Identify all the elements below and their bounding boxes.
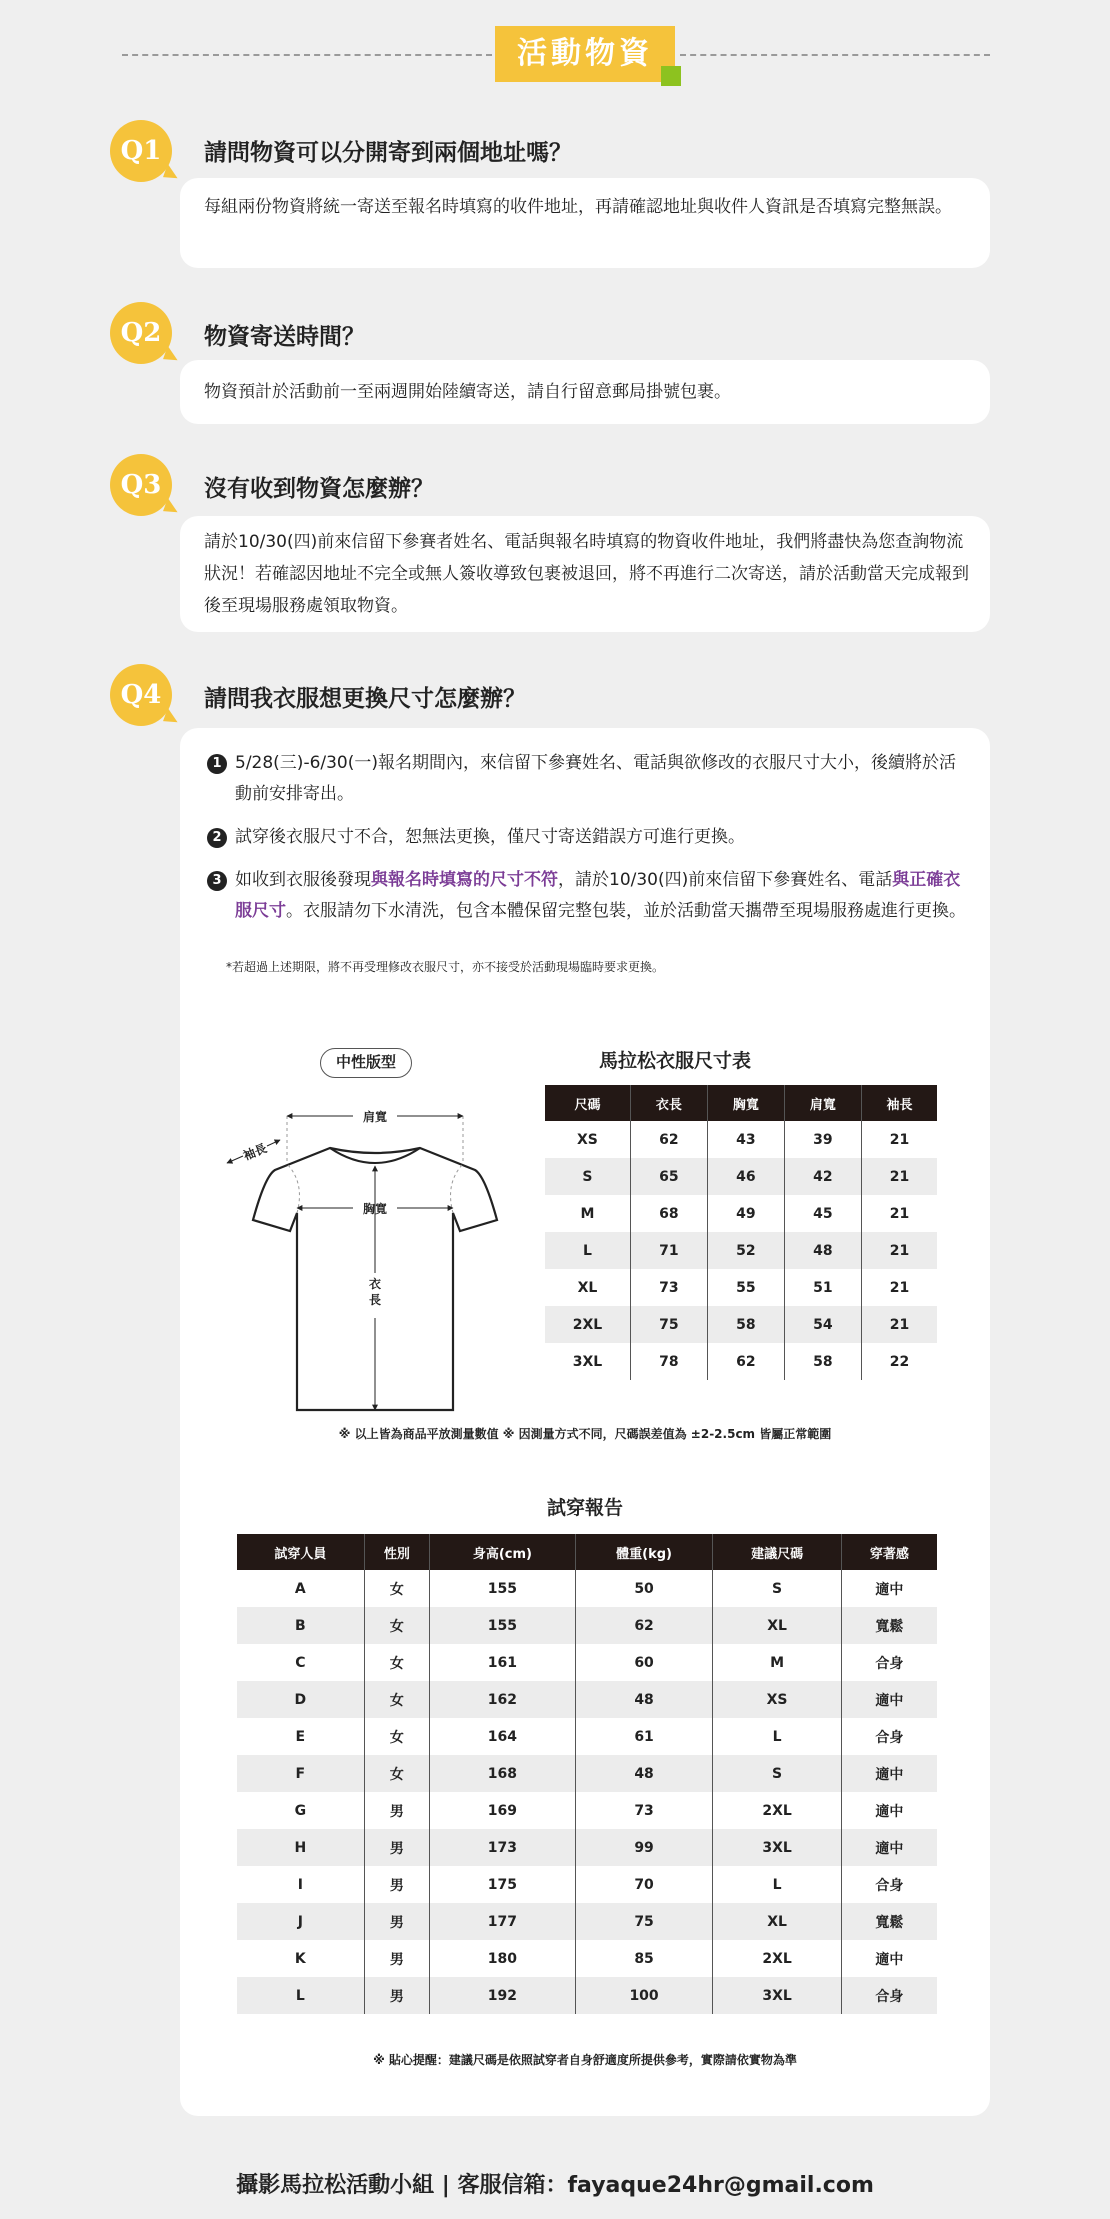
table-cell: 192 <box>430 1977 576 2014</box>
table-cell: 適中 <box>841 1570 937 1607</box>
table-cell: 71 <box>630 1232 707 1269</box>
highlight-text: 與報名時填寫的尺寸不符 <box>371 870 558 890</box>
chest-label: 胸寬 <box>362 1202 388 1216</box>
q4-answer-card <box>180 728 990 2116</box>
table-cell: 61 <box>575 1718 713 1755</box>
table-cell: 180 <box>430 1940 576 1977</box>
trial-table-row <box>237 1570 937 1607</box>
table-cell: 75 <box>630 1306 707 1343</box>
size-chart-title: 馬拉松衣服尺寸表 <box>598 1050 751 1072</box>
table-cell: 99 <box>575 1829 713 1866</box>
sleeve-label: 袖長 <box>241 1141 269 1163</box>
table-cell: 39 <box>784 1121 861 1158</box>
table-cell: 適中 <box>841 1829 937 1866</box>
trial-table-row <box>237 1940 937 1977</box>
q4-badge: Q4 <box>110 664 172 726</box>
table-cell: 合身 <box>841 1644 937 1681</box>
table-cell: 寬鬆 <box>841 1903 937 1940</box>
number-badge: 2 <box>207 828 227 848</box>
table-cell: B <box>237 1607 364 1644</box>
highlight-text: 與正確衣服尺寸 <box>235 870 961 921</box>
fit-label: 中性版型 <box>320 1048 412 1078</box>
length-label-char-1: 衣 <box>368 1277 382 1291</box>
trial-footnote: ※ 貼心提醒：建議尺碼是依照試穿者自身舒適度所提供參考，實際請依實物為準 <box>373 2053 797 2067</box>
q3-badge: Q3 <box>110 454 172 516</box>
table-cell: 45 <box>784 1195 861 1232</box>
size-table-row <box>545 1306 937 1343</box>
q3-answer-card <box>180 516 990 632</box>
trial-table-row <box>237 1977 937 2014</box>
table-cell: L <box>545 1232 630 1269</box>
q1-title: 請問物資可以分開寄到兩個地址嗎？ <box>204 140 572 166</box>
table-cell: 2XL <box>545 1306 630 1343</box>
number-badge: 1 <box>207 754 227 774</box>
table-cell: 男 <box>364 1866 429 1903</box>
table-cell: F <box>237 1755 364 1792</box>
trial-table-body <box>237 1570 937 2014</box>
table-cell: 合身 <box>841 1866 937 1903</box>
trial-table-row <box>237 1607 937 1644</box>
table-cell: 73 <box>575 1792 713 1829</box>
trial-table-header-row <box>237 1534 937 1570</box>
table-cell: 男 <box>364 1903 429 1940</box>
shoulder-label: 肩寬 <box>362 1110 388 1124</box>
header-dashed-line-left <box>122 54 492 56</box>
size-table-row <box>545 1158 937 1195</box>
trial-col-header: 穿著感 <box>841 1534 937 1570</box>
size-table-row <box>545 1269 937 1306</box>
table-cell: 164 <box>430 1718 576 1755</box>
table-cell: S <box>713 1755 841 1792</box>
table-cell: 85 <box>575 1940 713 1977</box>
size-footnote: ※ 以上皆為商品平放測量數值 ※ 因測量方式不同，尺碼誤差值為 ±2-2.5cm 皆屬正常範圍 <box>338 1427 832 1441</box>
table-cell: G <box>294 1802 307 1819</box>
table-cell: L <box>713 1718 841 1755</box>
trial-table <box>237 1534 937 2014</box>
table-cell: 49 <box>707 1195 784 1232</box>
q2-answer: 物資預計於活動前一至兩週開始陸續寄送，請自行留意郵局掛號包裹。 <box>204 382 731 402</box>
q2-title: 物資寄送時間？ <box>204 324 365 350</box>
table-cell: 51 <box>784 1269 861 1306</box>
header-accent-square <box>661 66 681 86</box>
table-cell: XL <box>713 1903 841 1940</box>
table-cell: 22 <box>861 1343 937 1380</box>
table-cell: 21 <box>861 1306 937 1343</box>
trial-table-row <box>237 1718 937 1755</box>
footer-contact: 攝影馬拉松活動小組 | 客服信箱：fayaque24hr@gmail.com <box>236 2173 874 2198</box>
table-cell: M <box>713 1644 841 1681</box>
table-cell: S <box>545 1158 630 1195</box>
table-cell: D <box>237 1681 364 1718</box>
table-cell: H <box>237 1829 364 1866</box>
table-cell: 21 <box>861 1195 937 1232</box>
table-cell: 3XL <box>713 1977 841 2014</box>
table-cell: J <box>237 1903 364 1940</box>
size-table-row <box>545 1343 937 1380</box>
size-table-body <box>545 1121 937 1380</box>
table-cell: 175 <box>430 1866 576 1903</box>
q1-answer: 每組兩份物資將統一寄送至報名時填寫的收件地址，再請確認地址與收件人資訊是否填寫完整無誤。 <box>204 197 952 217</box>
table-cell: 3XL <box>572 1353 603 1370</box>
table-cell: 21 <box>861 1269 937 1306</box>
size-table-header-row <box>545 1085 937 1121</box>
trial-report-title: 試穿報告 <box>546 1497 623 1519</box>
table-cell: 161 <box>430 1644 576 1681</box>
table-cell: 169 <box>430 1792 576 1829</box>
q3-title: 沒有收到物資怎麼辦？ <box>204 476 434 502</box>
table-cell: 50 <box>575 1570 713 1607</box>
table-cell: 68 <box>630 1195 707 1232</box>
tshirt-diagram <box>225 1098 525 1428</box>
q4-item <box>207 748 967 810</box>
table-cell: 適中 <box>841 1681 937 1718</box>
q3-answer: 請於10/30(四)前來信留下參賽者姓名、電話與報名時填寫的物資收件地址，我們將盡快為您查詢物流狀況！若確認因地址不完全或無人簽收導致包裹被退回，將不再進行二次寄送，請於活動當天完成報到後至現場服務處領取物資。 <box>204 532 969 616</box>
table-cell: 48 <box>575 1681 713 1718</box>
table-cell: 男 <box>364 1977 429 2014</box>
q2-badge: Q2 <box>110 302 172 364</box>
table-cell: 75 <box>575 1903 713 1940</box>
table-cell: 42 <box>784 1158 861 1195</box>
number-badge: 3 <box>207 871 227 891</box>
table-cell: 適中 <box>841 1792 937 1829</box>
table-cell: 62 <box>575 1607 713 1644</box>
table-cell: 78 <box>630 1343 707 1380</box>
table-cell: 3XL <box>713 1829 841 1866</box>
q4-item <box>207 865 967 927</box>
q1-badge: Q1 <box>110 120 172 182</box>
table-cell: 男 <box>364 1940 429 1977</box>
table-cell: 2XL <box>713 1792 841 1829</box>
table-cell: 女 <box>364 1718 429 1755</box>
q4-item-text: 5/28(三)-6/30(一)報名期間內，來信留下參賽姓名、電話與欲修改的衣服尺寸大小，後續將於活動前安排寄出。 <box>235 753 957 804</box>
trial-col-header: 試穿人員 <box>237 1534 364 1570</box>
section-header <box>0 26 1110 86</box>
q4-item-text-mid: ，請於10/30(四)前來信留下參賽姓名、電話 <box>558 870 893 890</box>
q1-answer-card <box>180 178 990 268</box>
table-cell: 女 <box>364 1681 429 1718</box>
trial-col-header: 體重(kg) <box>575 1534 713 1570</box>
table-cell: 54 <box>784 1306 861 1343</box>
trial-table-row <box>237 1792 937 1829</box>
size-col-header: 尺碼 <box>545 1085 630 1121</box>
trial-table-row <box>237 1866 937 1903</box>
table-cell: 62 <box>707 1343 784 1380</box>
table-cell: 60 <box>575 1644 713 1681</box>
table-cell: A <box>294 1580 306 1597</box>
q4-item-text: 試穿後衣服尺寸不合，恕無法更換，僅尺寸寄送錯誤方可進行更換。 <box>235 827 745 847</box>
table-cell: 52 <box>707 1232 784 1269</box>
table-cell: 73 <box>630 1269 707 1306</box>
table-cell: 43 <box>707 1121 784 1158</box>
table-cell: 58 <box>784 1343 861 1380</box>
table-cell: I <box>297 1876 303 1893</box>
table-cell: C <box>295 1654 306 1671</box>
table-cell: 168 <box>430 1755 576 1792</box>
table-cell: 65 <box>630 1158 707 1195</box>
table-cell: 21 <box>861 1121 937 1158</box>
size-col-header: 肩寬 <box>784 1085 861 1121</box>
table-cell: 男 <box>364 1829 429 1866</box>
trial-table-row <box>237 1644 937 1681</box>
table-cell: 女 <box>364 1644 429 1681</box>
table-cell: 適中 <box>841 1755 937 1792</box>
table-cell: 55 <box>707 1269 784 1306</box>
table-cell: XS <box>713 1681 841 1718</box>
q4-item <box>207 822 967 853</box>
trial-table-row <box>237 1829 937 1866</box>
table-cell: 155 <box>430 1570 576 1607</box>
table-cell: L <box>713 1866 841 1903</box>
q2-answer-card <box>180 360 990 424</box>
size-table-row <box>545 1195 937 1232</box>
table-cell: 70 <box>575 1866 713 1903</box>
table-cell: 177 <box>430 1903 576 1940</box>
table-cell: 男 <box>364 1792 429 1829</box>
trial-table-row <box>237 1681 937 1718</box>
table-cell: 173 <box>430 1829 576 1866</box>
table-cell: M <box>580 1205 595 1222</box>
size-col-header: 袖長 <box>861 1085 937 1121</box>
table-cell: 100 <box>575 1977 713 2014</box>
trial-col-header: 建議尺碼 <box>713 1534 841 1570</box>
size-col-header: 衣長 <box>630 1085 707 1121</box>
q4-item-text-pre: 如收到衣服後發現 <box>235 870 371 890</box>
table-cell: L <box>237 1977 364 2014</box>
table-cell: 合身 <box>841 1977 937 2014</box>
length-label-char-2: 長 <box>368 1293 382 1307</box>
q4-item-text-post: 。衣服請勿下水清洗，包含本體保留完整包裝，並於活動當天攜帶至現場服務處進行更換。 <box>286 901 966 921</box>
table-cell: 適中 <box>841 1940 937 1977</box>
table-cell: K <box>294 1950 306 1967</box>
table-cell: 女 <box>364 1570 429 1607</box>
trial-col-header: 性別 <box>364 1534 429 1570</box>
table-cell: 女 <box>364 1607 429 1644</box>
header-dashed-line-right <box>680 54 990 56</box>
table-cell: 合身 <box>841 1718 937 1755</box>
table-cell: E <box>295 1728 306 1745</box>
q4-title: 請問我衣服想更換尺寸怎麼辦？ <box>204 686 526 712</box>
table-cell: 21 <box>861 1232 937 1269</box>
table-cell: 女 <box>364 1755 429 1792</box>
trial-col-header: 身高(cm) <box>430 1534 576 1570</box>
size-table-row <box>545 1232 937 1269</box>
table-cell: 162 <box>430 1681 576 1718</box>
table-cell: XL <box>577 1279 598 1296</box>
size-table <box>545 1085 937 1380</box>
table-cell: 155 <box>430 1607 576 1644</box>
table-cell: XS <box>577 1131 598 1148</box>
table-cell: 寬鬆 <box>841 1607 937 1644</box>
trial-table-row <box>237 1903 937 1940</box>
table-cell: 58 <box>707 1306 784 1343</box>
table-cell: 48 <box>784 1232 861 1269</box>
section-title: 活動物資 <box>495 26 675 82</box>
size-col-header: 胸寬 <box>707 1085 784 1121</box>
table-cell: 62 <box>630 1121 707 1158</box>
table-cell: XL <box>713 1607 841 1644</box>
table-cell: 46 <box>707 1158 784 1195</box>
table-cell: 48 <box>575 1755 713 1792</box>
q4-list <box>207 748 967 939</box>
table-cell: 2XL <box>713 1940 841 1977</box>
table-cell: 21 <box>861 1158 937 1195</box>
trial-table-row <box>237 1755 937 1792</box>
deadline-note: *若超過上述期限，將不再受理修改衣服尺寸，亦不接受於活動現場臨時要求更換。 <box>226 960 665 974</box>
table-cell: S <box>713 1570 841 1607</box>
size-table-row <box>545 1121 937 1158</box>
